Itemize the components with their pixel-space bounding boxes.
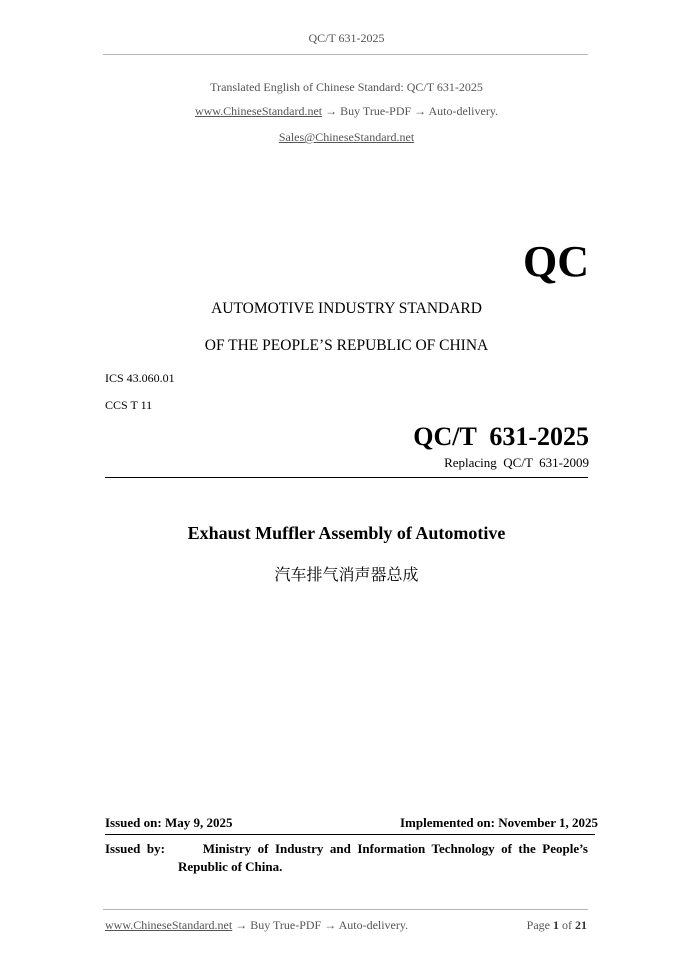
promo-buy-line bbox=[0, 104, 693, 119]
translated-line: Translated English of Chinese Standard: QC/T 631-2025 bbox=[210, 80, 483, 94]
footer-buy-text: → Buy True-PDF → Auto-delivery. bbox=[232, 918, 409, 932]
footer-buy-line bbox=[105, 918, 408, 933]
issued-by-line-2: Republic of China. bbox=[178, 859, 283, 874]
standard-number: QC/T 631-2025 bbox=[413, 422, 589, 451]
header-rule bbox=[103, 54, 588, 55]
footer-rule bbox=[103, 909, 588, 910]
footer-site-link[interactable]: www.ChineseStandard.net bbox=[105, 918, 233, 932]
page-total: 21 bbox=[575, 918, 587, 932]
industry-line-2: OF THE PEOPLE’S REPUBLIC OF CHINA bbox=[204, 337, 489, 354]
sales-email-link[interactable]: Sales@ChineseStandard.net bbox=[278, 130, 415, 144]
buy-text: → Buy True-PDF → Auto-delivery. bbox=[322, 104, 499, 118]
site-link[interactable]: www.ChineseStandard.net bbox=[194, 104, 323, 118]
issued-by-line-1: Ministry of Industry and Information Technology of the People’s bbox=[202, 841, 588, 856]
ccs-code: CCS T 11 bbox=[105, 398, 153, 412]
qc-logo: QC bbox=[523, 237, 589, 286]
page-current: 1 bbox=[553, 918, 559, 932]
title-rule bbox=[105, 477, 588, 478]
issue-rule bbox=[105, 834, 595, 835]
industry-line-1: AUTOMOTIVE INDUSTRY STANDARD bbox=[211, 300, 482, 317]
issued-by-label: Issued by: bbox=[105, 841, 165, 856]
page-label: Page bbox=[526, 918, 553, 932]
page-indicator bbox=[527, 918, 587, 933]
issued-on: Issued on: May 9, 2025 bbox=[105, 815, 233, 830]
sales-line bbox=[0, 130, 693, 145]
replacing-note: Replacing QC/T 631-2009 bbox=[444, 455, 589, 470]
page-of: of bbox=[559, 918, 575, 932]
ics-code: ICS 43.060.01 bbox=[105, 371, 175, 385]
title-zh: 汽车排气消声器总成 bbox=[274, 565, 419, 584]
running-header: QC/T 631-2025 bbox=[308, 31, 385, 45]
title-en: Exhaust Muffler Assembly of Automotive bbox=[187, 523, 506, 543]
implemented-on: Implemented on: November 1, 2025 bbox=[400, 815, 598, 830]
